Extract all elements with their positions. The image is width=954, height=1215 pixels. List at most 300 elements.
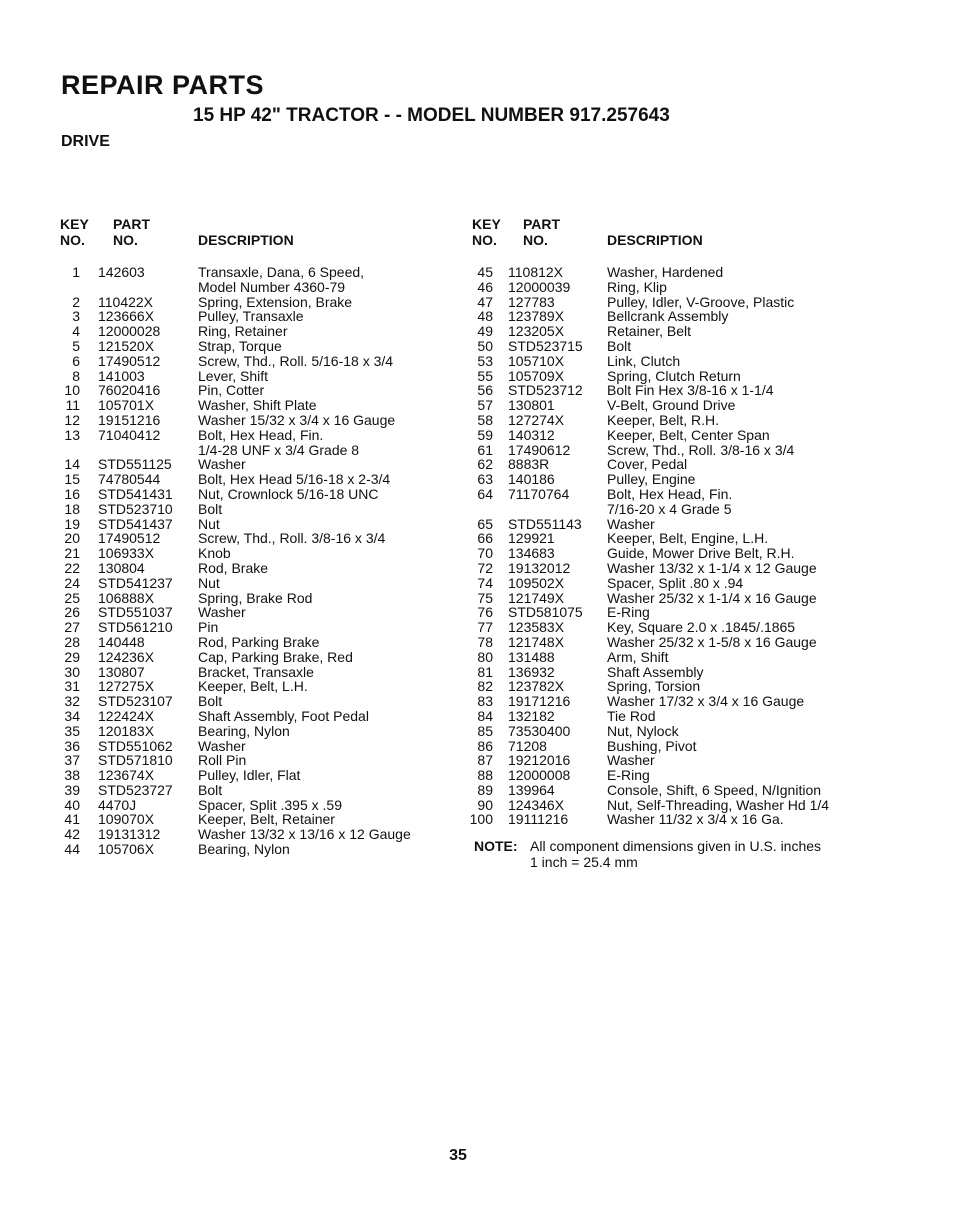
parts-table-left xyxy=(58,216,438,857)
key-number: 24 xyxy=(64,574,80,591)
key-number: 82 xyxy=(477,678,493,695)
part-description: Lever, Shift xyxy=(198,367,269,384)
part-description: Spring, Extension, Brake xyxy=(198,293,353,310)
note-conversion-text: 1 inch = 25.4 mm xyxy=(530,854,638,870)
key-cell xyxy=(470,591,493,606)
table-row xyxy=(470,295,870,310)
note-label: NOTE: xyxy=(474,838,518,854)
key-number: 53 xyxy=(477,352,493,369)
part-description: Model Number 4360-79 xyxy=(198,278,346,295)
key-cell xyxy=(470,487,493,502)
part-number: 12000028 xyxy=(98,323,161,340)
part-description: Washer, Hardened xyxy=(607,264,724,280)
key-cell xyxy=(58,502,80,517)
part-header xyxy=(113,216,150,248)
key-number: 12 xyxy=(64,411,80,428)
part-description: Bolt Fin Hex 3/8-16 x 1-1/4 xyxy=(607,382,774,399)
part-number: STD551037 xyxy=(98,604,173,621)
key-cell xyxy=(58,265,80,280)
part-description: Nut, Nylock xyxy=(607,722,679,739)
part-description: E-Ring xyxy=(607,767,650,784)
part-number: 136932 xyxy=(508,663,555,680)
part-description: Arm, Shift xyxy=(607,648,669,665)
key-number: 83 xyxy=(477,693,493,710)
table-row xyxy=(470,265,870,280)
part-number: STD551125 xyxy=(98,456,172,473)
part-number: 123583X xyxy=(508,619,565,636)
key-number: 25 xyxy=(64,589,80,606)
key-number: 70 xyxy=(477,545,493,562)
part-description: Pulley, Engine xyxy=(607,471,696,488)
part-number: 19132012 xyxy=(508,559,571,576)
part-number: 12000039 xyxy=(508,278,571,295)
key-cell xyxy=(58,768,80,783)
table-row xyxy=(470,339,870,354)
table-row xyxy=(470,798,870,813)
key-cell xyxy=(470,724,493,739)
part-description: Strap, Torque xyxy=(198,337,282,354)
key-number: 20 xyxy=(64,530,80,547)
table-row xyxy=(470,709,870,724)
key-cell xyxy=(58,620,80,635)
table-header xyxy=(470,216,870,252)
table-row xyxy=(58,620,438,635)
part-description: Retainer, Belt xyxy=(607,323,692,340)
key-number: 85 xyxy=(477,722,493,739)
part-description: Knob xyxy=(198,545,231,562)
key-number: 11 xyxy=(65,397,80,414)
part-number: 105706X xyxy=(98,841,155,858)
key-number: 64 xyxy=(477,485,493,502)
part-description: Nut, Crownlock 5/16-18 UNC xyxy=(198,485,379,502)
table-row xyxy=(470,620,870,635)
key-number: 19 xyxy=(64,515,80,532)
key-cell xyxy=(470,605,493,620)
part-description: Washer 11/32 x 3/4 x 16 Ga. xyxy=(607,811,784,828)
part-number: 71208 xyxy=(508,737,547,754)
part-number: 124346X xyxy=(508,796,565,813)
key-number: 55 xyxy=(477,367,493,384)
key-number: 26 xyxy=(64,604,80,621)
part-number: 17490512 xyxy=(98,530,161,547)
key-cell xyxy=(58,280,80,295)
key-cell xyxy=(58,812,80,827)
key-cell xyxy=(58,709,80,724)
note-conversion xyxy=(530,854,638,870)
key-number: 78 xyxy=(477,633,493,650)
part-description: Cover, Pedal xyxy=(607,456,688,473)
key-cell xyxy=(470,709,493,724)
part-description: Pulley, Idler, V-Groove, Plastic xyxy=(607,293,795,310)
key-cell xyxy=(470,650,493,665)
key-number: 44 xyxy=(64,841,80,858)
key-number: 77 xyxy=(477,619,493,636)
table-row xyxy=(470,369,870,384)
part-number: 134683 xyxy=(508,545,555,562)
key-cell xyxy=(470,694,493,709)
part-description: Bolt xyxy=(198,500,223,517)
table-row xyxy=(470,665,870,680)
key-cell xyxy=(58,842,80,857)
part-description: Screw, Thd., Roll. 3/8-16 x 3/4 xyxy=(607,441,795,458)
part-number: 123674X xyxy=(98,767,155,784)
part-description: Washer 25/32 x 1-5/8 x 16 Gauge xyxy=(607,633,817,650)
part-description: Bushing, Pivot xyxy=(607,737,697,754)
table-row xyxy=(470,354,870,369)
table-row xyxy=(470,679,870,694)
part-number: STD551062 xyxy=(98,737,173,754)
table-row xyxy=(58,546,438,561)
table-row xyxy=(58,309,438,324)
table-row xyxy=(470,561,870,576)
part-number: STD561210 xyxy=(98,619,173,636)
part-description: E-Ring xyxy=(607,604,650,621)
key-number: 6 xyxy=(72,352,80,369)
part-number: 121520X xyxy=(98,337,155,354)
table-row xyxy=(58,650,438,665)
key-number: 90 xyxy=(477,796,493,813)
part-number: 124236X xyxy=(98,648,155,665)
part-header-line1: PART xyxy=(113,216,151,232)
part-number: 105701X xyxy=(98,397,155,414)
key-number: 57 xyxy=(477,397,493,414)
table-row xyxy=(470,739,870,754)
table-row xyxy=(58,265,438,280)
key-header xyxy=(472,216,501,248)
key-number: 75 xyxy=(477,589,493,606)
table-row xyxy=(470,324,870,339)
key-cell xyxy=(470,665,493,680)
part-description: Bolt, Hex Head 5/16-18 x 2-3/4 xyxy=(198,471,391,488)
parts-list-right xyxy=(470,265,870,827)
key-number: 34 xyxy=(64,707,80,724)
key-number: 31 xyxy=(64,678,80,695)
key-cell xyxy=(470,517,493,532)
key-number: 100 xyxy=(469,811,493,828)
key-cell xyxy=(58,531,80,546)
key-number: 36 xyxy=(64,737,80,754)
table-row xyxy=(58,576,438,591)
key-cell xyxy=(470,768,493,783)
part-number: 19212016 xyxy=(508,752,571,769)
part-description: Bracket, Transaxle xyxy=(198,663,314,680)
table-row xyxy=(58,502,438,517)
part-number: 105710X xyxy=(508,352,565,369)
table-row xyxy=(470,694,870,709)
key-cell xyxy=(58,517,80,532)
part-number: 19151216 xyxy=(98,411,161,428)
part-number: STD523107 xyxy=(98,693,173,710)
part-number: 4470J xyxy=(98,796,137,813)
part-description: Keeper, Belt, Retainer xyxy=(198,811,335,828)
table-row xyxy=(58,812,438,827)
key-cell xyxy=(470,753,493,768)
key-cell xyxy=(58,724,80,739)
table-row xyxy=(58,753,438,768)
key-cell xyxy=(58,694,80,709)
key-number: 30 xyxy=(64,663,80,680)
table-row xyxy=(58,694,438,709)
part-description: Spacer, Split .395 x .59 xyxy=(198,796,342,813)
part-number: 74780544 xyxy=(98,471,161,488)
key-cell xyxy=(470,383,493,398)
part-number: 123789X xyxy=(508,308,565,325)
key-number: 10 xyxy=(64,382,80,399)
part-description: Guide, Mower Drive Belt, R.H. xyxy=(607,545,795,562)
part-number: 121748X xyxy=(508,633,565,650)
part-number: 71040412 xyxy=(98,426,161,443)
part-number: 106888X xyxy=(98,589,155,606)
part-description: Pulley, Idler, Flat xyxy=(198,767,301,784)
part-number: 109070X xyxy=(98,811,155,828)
key-cell xyxy=(58,324,80,339)
key-cell xyxy=(470,324,493,339)
part-description: V-Belt, Ground Drive xyxy=(607,397,736,414)
key-cell xyxy=(58,339,80,354)
part-description: Ring, Retainer xyxy=(198,323,288,340)
part-number: 110812X xyxy=(508,264,564,280)
key-number: 39 xyxy=(64,781,80,798)
key-cell xyxy=(58,635,80,650)
table-row xyxy=(58,724,438,739)
table-row xyxy=(470,428,870,443)
key-cell xyxy=(470,457,493,472)
table-row xyxy=(470,753,870,768)
part-number: 123666X xyxy=(98,308,155,325)
key-cell xyxy=(470,531,493,546)
key-cell xyxy=(58,561,80,576)
part-description: Washer 25/32 x 1-1/4 x 16 Gauge xyxy=(607,589,817,606)
part-number: STD541431 xyxy=(98,485,173,502)
part-number: 140312 xyxy=(508,426,555,443)
key-cell xyxy=(470,576,493,591)
part-description: Keeper, Belt, R.H. xyxy=(607,411,720,428)
key-number: 59 xyxy=(477,426,493,443)
key-cell xyxy=(470,339,493,354)
part-number: 131488 xyxy=(508,648,555,665)
table-row xyxy=(58,635,438,650)
table-row xyxy=(58,280,438,295)
key-number: 88 xyxy=(477,767,493,784)
key-cell xyxy=(58,457,80,472)
part-description: Pin xyxy=(198,619,219,636)
page-number: 35 xyxy=(449,1147,467,1164)
part-number: 17490512 xyxy=(98,352,161,369)
key-number: 58 xyxy=(477,411,493,428)
table-row xyxy=(58,472,438,487)
key-number: 62 xyxy=(477,456,493,473)
key-cell xyxy=(58,605,80,620)
parts-table-right xyxy=(470,216,870,827)
part-description: Pulley, Transaxle xyxy=(198,308,304,325)
table-row xyxy=(58,842,438,857)
key-number: 80 xyxy=(477,648,493,665)
part-description: Washer 15/32 x 3/4 x 16 Gauge xyxy=(198,411,396,428)
key-cell xyxy=(58,309,80,324)
table-row xyxy=(470,413,870,428)
part-description: Washer xyxy=(607,752,655,769)
key-number: 40 xyxy=(64,796,80,813)
part-number: 123205X xyxy=(508,323,565,340)
part-description: Screw, Thd., Roll. 3/8-16 x 3/4 xyxy=(198,530,386,547)
key-number: 46 xyxy=(477,278,493,295)
table-header xyxy=(58,216,438,252)
table-row xyxy=(58,783,438,798)
key-number: 1 xyxy=(72,264,80,280)
part-description: Spring, Torsion xyxy=(607,678,701,695)
key-cell xyxy=(470,502,493,517)
part-description: Ring, Klip xyxy=(607,278,667,295)
part-number: 8883R xyxy=(508,456,550,473)
part-number: 132182 xyxy=(508,707,555,724)
parts-list-left xyxy=(58,265,438,857)
table-row xyxy=(58,739,438,754)
key-header-line2: NO. xyxy=(472,232,497,248)
part-number: 19111216 xyxy=(508,811,569,828)
part-description: Washer 17/32 x 3/4 x 16 Gauge xyxy=(607,693,805,710)
note-block xyxy=(474,838,822,870)
key-number: 65 xyxy=(477,515,493,532)
key-number: 13 xyxy=(64,426,80,443)
part-description: 1/4-28 UNF x 3/4 Grade 8 xyxy=(198,441,360,458)
part-description: Rod, Parking Brake xyxy=(198,633,320,650)
part-number: STD523710 xyxy=(98,500,173,517)
key-number: 63 xyxy=(477,471,493,488)
part-number: 127783 xyxy=(508,293,555,310)
key-number: 21 xyxy=(64,545,80,562)
part-number: 130801 xyxy=(508,397,555,414)
key-cell xyxy=(58,783,80,798)
key-cell xyxy=(58,739,80,754)
part-description: Nut xyxy=(198,515,220,532)
key-number: 87 xyxy=(477,752,493,769)
table-row xyxy=(58,798,438,813)
key-number: 47 xyxy=(477,293,493,310)
key-number: 18 xyxy=(64,500,80,517)
table-row xyxy=(58,531,438,546)
table-row xyxy=(58,827,438,842)
key-cell xyxy=(470,739,493,754)
key-number: 41 xyxy=(64,811,80,828)
key-cell xyxy=(470,428,493,443)
key-cell xyxy=(58,443,80,458)
key-cell xyxy=(470,635,493,650)
table-row xyxy=(470,546,870,561)
key-cell xyxy=(58,354,80,369)
part-description: Bolt xyxy=(198,781,223,798)
part-description: Transaxle, Dana, 6 Speed, xyxy=(198,264,365,280)
part-description: Washer xyxy=(198,604,246,621)
part-number: 140448 xyxy=(98,633,145,650)
part-number: 106933X xyxy=(98,545,155,562)
part-number: STD581075 xyxy=(508,604,583,621)
key-cell xyxy=(58,428,80,443)
table-row xyxy=(470,591,870,606)
key-cell xyxy=(58,413,80,428)
table-row xyxy=(58,413,438,428)
key-header-line1: KEY xyxy=(472,216,501,232)
part-description: Keeper, Belt, Center Span xyxy=(607,426,770,443)
part-description: Bolt, Hex Head, Fin. xyxy=(607,485,733,502)
table-row xyxy=(58,487,438,502)
table-row xyxy=(470,812,870,827)
key-number: 38 xyxy=(64,767,80,784)
part-number: 76020416 xyxy=(98,382,161,399)
table-row xyxy=(58,517,438,532)
part-description: Bolt xyxy=(198,693,223,710)
key-number: 49 xyxy=(477,323,493,340)
part-description: 7/16-20 x 4 Grade 5 xyxy=(607,500,732,517)
key-number: 81 xyxy=(477,663,493,680)
key-cell xyxy=(58,369,80,384)
key-cell xyxy=(58,383,80,398)
table-row xyxy=(470,502,870,517)
key-cell xyxy=(470,398,493,413)
key-number: 89 xyxy=(477,781,493,798)
key-cell xyxy=(58,753,80,768)
table-row xyxy=(58,324,438,339)
table-row xyxy=(470,398,870,413)
table-row xyxy=(58,295,438,310)
part-header xyxy=(523,216,560,248)
part-description: Shaft Assembly xyxy=(607,663,704,680)
table-row xyxy=(470,383,870,398)
part-number: STD571810 xyxy=(98,752,173,769)
table-row xyxy=(470,635,870,650)
key-cell xyxy=(58,546,80,561)
part-header-line1: PART xyxy=(523,216,561,232)
part-number: STD523712 xyxy=(508,382,583,399)
part-description: Link, Clutch xyxy=(607,352,681,369)
part-number: 139964 xyxy=(508,781,555,798)
part-description: Pin, Cotter xyxy=(198,382,265,399)
part-description: Spring, Brake Rod xyxy=(198,589,313,606)
part-description: Key, Square 2.0 x .1845/.1865 xyxy=(607,619,796,636)
part-description: Washer xyxy=(198,737,246,754)
part-description: Nut, Self-Threading, Washer Hd 1/4 xyxy=(607,796,830,813)
part-number: 127274X xyxy=(508,411,565,428)
key-number: 45 xyxy=(477,264,493,280)
key-cell xyxy=(470,280,493,295)
key-number: 48 xyxy=(477,308,493,325)
part-description: Washer 13/32 x 1-1/4 x 12 Gauge xyxy=(607,559,817,576)
table-row xyxy=(58,354,438,369)
part-number: 19131312 xyxy=(98,826,161,843)
table-row xyxy=(58,369,438,384)
part-number: 109502X xyxy=(508,574,565,591)
key-cell xyxy=(58,487,80,502)
part-description: Keeper, Belt, L.H. xyxy=(198,678,308,695)
key-number: 8 xyxy=(72,367,80,384)
table-row xyxy=(58,383,438,398)
table-row xyxy=(470,783,870,798)
key-cell xyxy=(470,369,493,384)
part-number: 142603 xyxy=(98,264,145,280)
key-number: 35 xyxy=(64,722,80,739)
table-row xyxy=(470,443,870,458)
key-cell xyxy=(470,413,493,428)
key-number: 84 xyxy=(477,707,493,724)
table-row xyxy=(470,576,870,591)
table-row xyxy=(58,398,438,413)
key-cell xyxy=(470,546,493,561)
part-number: 130807 xyxy=(98,663,145,680)
key-number: 29 xyxy=(64,648,80,665)
part-number: 127275X xyxy=(98,678,155,695)
part-description: Bellcrank Assembly xyxy=(607,308,729,325)
key-header-line2: NO. xyxy=(60,232,85,248)
table-row xyxy=(58,561,438,576)
